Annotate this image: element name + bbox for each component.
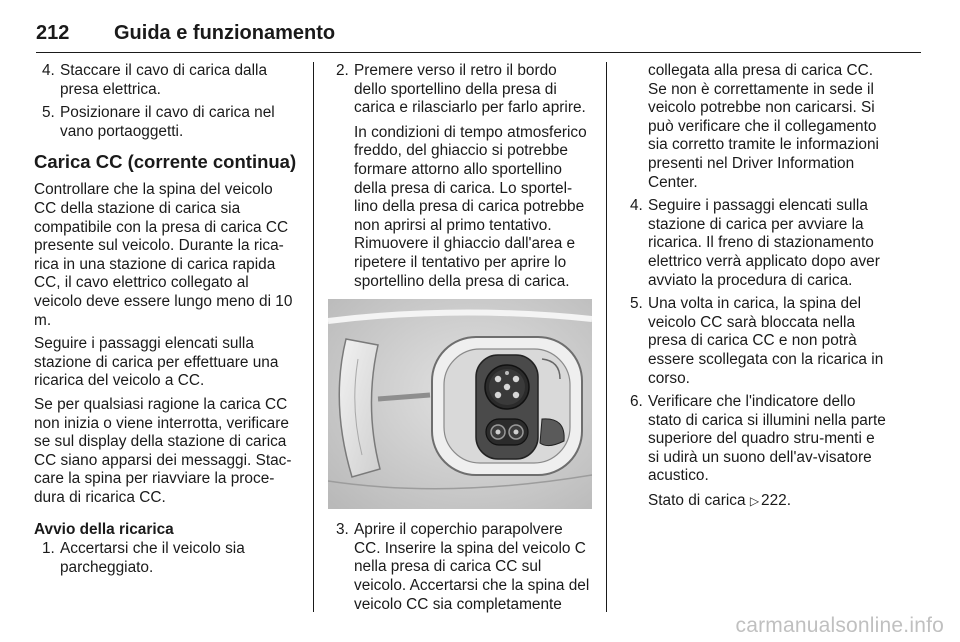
paragraph: Seguire i passaggi elencati sulla stazione di carica per effettuare una ricarica del veicolo a CC. [34, 335, 279, 390]
step-text: Una volta in carica, la spina del veicolo CC sarà bloccata nella presa di carica CC e non potrà essere scollegata con la ricarica in corso. [648, 295, 884, 387]
step-number: 3. [336, 521, 349, 539]
step-continuation: collegata alla presa di carica CC. Se non è correttamente in sede il veicolo potrebbe non caricarsi. Si può verificare che il collegamento sia corretto tramite le informazioni presenti nel Driver Information Center. [648, 62, 879, 191]
step-text: Staccare il cavo di carica dalla presa elettrica. [60, 62, 268, 98]
column-divider [606, 62, 607, 612]
list-item [328, 62, 592, 291]
step-text: Aprire il coperchio parapolvere CC. Inserire la spina del veicolo C nella presa di carica CC sul veicolo. Accertarsi che la spina del veicolo CC sia completamente [354, 521, 590, 613]
cross-reference-label: Stato di carica [648, 492, 746, 510]
page-number: 212 [36, 22, 70, 44]
step-text: Verificare che l'indicatore dello stato di carica si illumini nella parte superiore del quadro stru-menti e si udirà un suono dell'av-visatore acustico. [648, 393, 886, 485]
charging-port-illustration [328, 299, 592, 509]
list-item [622, 197, 890, 290]
list-item [328, 521, 592, 614]
step-number: 2. [336, 62, 349, 79]
step-number: 5. [630, 295, 643, 313]
step-number: 1. [42, 540, 55, 558]
column-divider [313, 62, 314, 612]
list-item [34, 104, 298, 141]
column-2 [328, 62, 592, 619]
step-number: 5. [42, 104, 55, 122]
step-number: 6. [630, 393, 643, 411]
dc-charging-heading: Carica CC (corrente continua) [34, 151, 297, 173]
page-reference-arrow-icon: ▷ [749, 494, 760, 509]
step-text: Posizionare il cavo di carica nel vano portaoggetti. [60, 104, 275, 140]
column-3 [622, 62, 890, 516]
cross-reference-page: 222. [761, 492, 792, 510]
section-title: Guida e funzionamento [114, 22, 336, 44]
paragraph: Controllare che la spina del veicolo CC della stazione di carica sia compatibile con la presa di carica CC presente sul veicolo. Durante la rica-rica in una stazione di carica rapida CC, il cavo elettrico collegato al veicolo deve essere lungo meno di 10 m. [34, 181, 293, 329]
step-text: Premere verso il retro il bordo dello sportellino della presa di carica e rilasciarlo per farlo aprire. [354, 62, 586, 117]
step-number: 4. [42, 62, 55, 79]
cross-reference[interactable] [648, 492, 890, 511]
list-item [34, 540, 298, 577]
start-charging-subheading: Avvio della ricarica [34, 521, 174, 539]
list-item [622, 393, 890, 511]
step-note: In condizioni di tempo atmosferico freddo, del ghiaccio si potrebbe formare attorno allo sportellino della presa di carica. Lo sportel-lino della presa di carica potrebbe non aprirsi al primo tentativo. Rimuovere il ghiaccio dall'area e ripetere il tentativo per aprire lo sportellino della presa di carica. [354, 123, 587, 290]
step-number: 4. [630, 197, 643, 215]
step-text: Accertarsi che il veicolo sia parcheggiato. [60, 540, 245, 576]
step-text: Seguire i passaggi elencati sulla stazione di carica per avviare la ricarica. Il freno di stazionamento elettrico verrà applicato dopo aver avviato la procedura di carica. [648, 197, 880, 289]
column-1 [34, 62, 298, 582]
paragraph: Se per qualsiasi ragione la carica CC non inizia o viene interrotta, verificare se sul display della stazione di carica CC siano apparsi dei messaggi. Stac-care la spina per riavviare la proce-dura di ricarica CC. [34, 395, 292, 506]
list-item [622, 295, 890, 388]
list-item [34, 62, 298, 99]
page-header [36, 18, 921, 53]
watermark: carmanualsonline.info [735, 614, 944, 637]
